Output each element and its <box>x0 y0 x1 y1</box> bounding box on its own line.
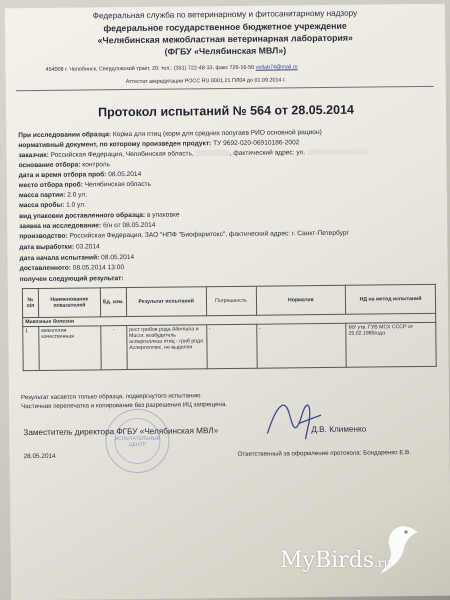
column-header: № п/п <box>22 288 38 317</box>
column-header: НД на метод испытаний <box>346 284 436 314</box>
column-header: Норматив <box>256 285 346 315</box>
field-lot-mass-label: масса партии: <box>18 191 66 200</box>
field-customer-value: Российская Федерация, Челябинская область, <box>50 150 194 159</box>
field-start-date-value: 08.05.2014 <box>101 253 135 262</box>
accreditation-line: Аттестат аккредитации РОСС RU 0001.21 ПЛ04 до 01.09.2014 г. <box>125 77 286 86</box>
protocol-document <box>5 4 450 600</box>
field-place-value: Челябинская область <box>84 180 151 189</box>
email-link[interactable]: vetlab74@mail.ru <box>255 64 298 71</box>
table-cell: 1 <box>23 326 39 370</box>
field-sample-mass-label: масса пробы: <box>18 201 65 210</box>
address-text: 454008 г. Челябинск, Свердловский тракт, 20; тел.: (351) 722-48-33, факс 726-16-50 <box>45 64 255 73</box>
column-header: Результат испытаний <box>126 287 206 317</box>
field-sample-mass <box>19 201 86 209</box>
signature-date: 28.05.2014 <box>23 452 56 461</box>
field-delivered-label: доставленного: <box>19 264 71 273</box>
redacted-block <box>307 149 367 156</box>
column-header: Наименование показателей <box>38 288 100 318</box>
field-customer-label: заказчик: <box>18 151 49 160</box>
field-package <box>19 212 180 221</box>
table-header-row <box>22 284 435 317</box>
field-lot-mass-value: 2.0 ул. <box>67 191 88 199</box>
note-scope: Результат касается только образца, подвергнутого испытанию. <box>20 392 203 402</box>
table-cell: микология качественная <box>39 326 101 371</box>
field-package-value: в упаковке <box>146 211 180 219</box>
table-cell: рост грибов рода Alternaria и Mucor, возбудитель аспергиллеза птиц - гриб рода Аспергиллюс, не выделен <box>127 325 207 370</box>
field-norm-label: нормативный документ, по которому произведен продукт: <box>18 140 212 150</box>
header-address <box>46 63 426 73</box>
document-title: Протокол испытаний № 564 от 28.05.2014 <box>97 102 355 120</box>
field-sample <box>18 129 322 139</box>
section-title: Микозные болезни <box>23 313 436 326</box>
column-header: Погрешность <box>206 286 256 316</box>
field-place <box>19 181 151 189</box>
field-producer-value: Российская Федерация, ЗАО "НПФ "Биофармтокс", фактический адрес: г. Санкт-Петербург <box>69 229 349 240</box>
table-cell: МУ утв. ГУВ МСХ СССР от 25.02.1985года <box>346 322 436 367</box>
redacted-block <box>196 150 230 156</box>
field-datetime-value: 08.05.2014 <box>108 170 142 179</box>
signatory-name: Д.В. Клименко <box>311 424 367 435</box>
field-request-label: заявка на исследование: <box>19 222 102 231</box>
stamp-text: ИСПЫТАТЕЛЬНЫЙ ЦЕНТР <box>114 435 161 449</box>
field-norm-value: ТУ 9692-020-06910186-2002 <box>213 139 300 148</box>
field-start-date <box>19 254 134 262</box>
field-sample-mass-value: 1.0 ул. <box>66 201 87 209</box>
field-production-date-value: 03.2014 <box>75 243 100 251</box>
watermark-tld: .ru <box>374 556 392 570</box>
field-production-date-label: дата выработки: <box>19 243 75 252</box>
result-heading: получен следующий результат: <box>19 275 124 284</box>
field-basis-label: основание отбора: <box>18 161 81 170</box>
signatory-title: Заместитель директора ФГБУ «Челябинская МВЛ» <box>23 426 219 438</box>
handwritten-signature <box>259 393 330 444</box>
field-customer <box>18 149 367 160</box>
field-norm <box>18 139 299 149</box>
field-production-date <box>19 243 99 251</box>
header-agency: Федеральная служба по ветеринарному и фитосанитарному надзору <box>92 8 358 21</box>
field-request <box>19 222 155 230</box>
field-start-date-label: дата начала испытаний: <box>19 254 100 263</box>
table-cell: - <box>206 324 256 369</box>
field-sample-label: При исследовании образца: <box>18 131 112 140</box>
field-sample-value: Корма для птиц (корм для средних попугаев РИО основной рацион) <box>112 129 322 139</box>
field-delivered <box>20 264 125 272</box>
field-package-label: вид упаковки доставленного образца: <box>19 211 146 221</box>
header-institution-type: федеральное государственное бюджетное учреждение <box>103 20 347 34</box>
header-short-name: (ФГБУ «Челябинская МВЛ») <box>164 45 287 57</box>
field-delivered-value: 08.05.2014 13:00 <box>72 264 125 272</box>
table-cell: - <box>101 326 127 370</box>
field-basis-value: контроль <box>82 161 111 169</box>
field-datetime <box>19 171 142 179</box>
watermark-brand: MyBirds <box>280 548 375 573</box>
field-request-value: б/н от 08.05.2014 <box>102 221 156 230</box>
field-customer-value-2: , фактический адрес: ул. <box>229 149 306 157</box>
field-datetime-label: дата и время отбора проб: <box>18 171 107 180</box>
field-basis <box>19 161 111 169</box>
note-copy: Частичная перепечатка и копирование без разрешения ИЦ запрещена. <box>21 401 228 411</box>
field-producer <box>19 230 349 240</box>
field-result-heading <box>20 275 124 283</box>
field-producer-label: производство: <box>19 232 68 241</box>
lab-stamp <box>105 409 170 474</box>
site-watermark <box>280 548 391 573</box>
responsible-person: Ответственный за оформление протокола: Бондаренко Е.В. <box>237 449 412 458</box>
field-lot-mass <box>19 191 87 199</box>
header-divider <box>16 86 434 91</box>
column-header: Ед. изм. <box>100 288 126 317</box>
table-cell: - <box>256 323 346 368</box>
table-row <box>23 322 436 370</box>
header-laboratory: «Челябинская межобластная ветеринарная лаборатория» <box>97 32 353 46</box>
field-place-label: место отбора проб: <box>18 181 83 190</box>
results-table <box>22 284 437 371</box>
